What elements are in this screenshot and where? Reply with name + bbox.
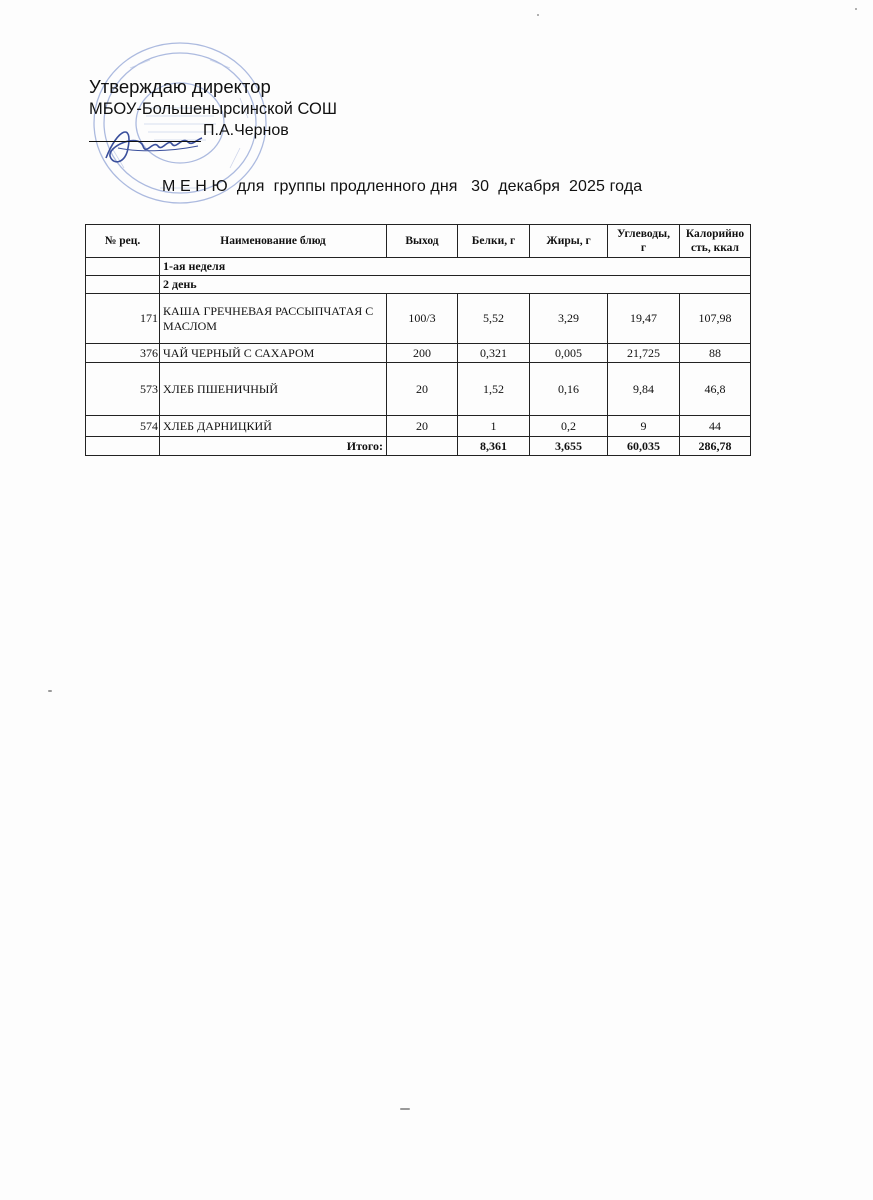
table-header-row [86,225,751,258]
output: 200 [387,344,458,363]
rec-number: 574 [86,416,160,437]
kcal: 44 [680,416,751,437]
fat: 0,005 [530,344,608,363]
header-protein: Белки, г [458,225,530,258]
scan-speck [400,1108,410,1110]
fat: 0,16 [530,363,608,416]
signature-blank [89,125,201,142]
header-name: Наименование блюд [160,225,387,258]
rec-number: 376 [86,344,160,363]
menu-table [85,224,751,456]
protein: 1,52 [458,363,530,416]
protein: 0,321 [458,344,530,363]
table-row [86,416,751,437]
header-carbs: Углеводы, г [608,225,680,258]
approval-block [89,76,337,142]
carbs: 9,84 [608,363,680,416]
protein: 5,52 [458,294,530,344]
rec-number: 573 [86,363,160,416]
output: 20 [387,363,458,416]
rec-number: 171 [86,294,160,344]
kcal: 107,98 [680,294,751,344]
scan-speck [537,14,539,16]
approval-title: Утверждаю директор [89,76,271,97]
signer-name: П.А.Чернов [203,122,289,139]
menu-title: М Е Н Ю для группы продленного дня 30 декабря 2025 года [162,178,643,195]
total-fat: 3,655 [530,437,608,456]
signature-line [89,120,337,142]
header-output: Выход [387,225,458,258]
header-fat: Жиры, г [530,225,608,258]
dish-name: ЧАЙ ЧЕРНЫЙ С САХАРОМ [160,344,387,363]
table-row [86,344,751,363]
total-kcal: 286,78 [680,437,751,456]
fat: 3,29 [530,294,608,344]
scan-speck [48,690,52,692]
header-kcal: Калорийно сть, ккал [680,225,751,258]
day-label: 2 день [160,276,751,294]
output: 20 [387,416,458,437]
carbs: 21,725 [608,344,680,363]
dish-name: ХЛЕБ ПШЕНИЧНЫЙ [160,363,387,416]
school-name: МБОУ-Большенырсинской СОШ [89,100,337,118]
total-label: Итого: [160,437,387,456]
dish-name: ХЛЕБ ДАРНИЦКИЙ [160,416,387,437]
week-row [86,258,751,276]
kcal: 88 [680,344,751,363]
total-row [86,437,751,456]
day-row [86,276,751,294]
dish-name: КАША ГРЕЧНЕВАЯ РАССЫПЧАТАЯ С МАСЛОМ [160,294,387,344]
output: 100/3 [387,294,458,344]
header-rec: № рец. [86,225,160,258]
fat: 0,2 [530,416,608,437]
scan-speck [855,8,857,10]
carbs: 19,47 [608,294,680,344]
carbs: 9 [608,416,680,437]
kcal: 46,8 [680,363,751,416]
total-protein: 8,361 [458,437,530,456]
total-carbs: 60,035 [608,437,680,456]
table-row [86,363,751,416]
table-row [86,294,751,344]
week-label: 1-ая неделя [160,258,751,276]
protein: 1 [458,416,530,437]
